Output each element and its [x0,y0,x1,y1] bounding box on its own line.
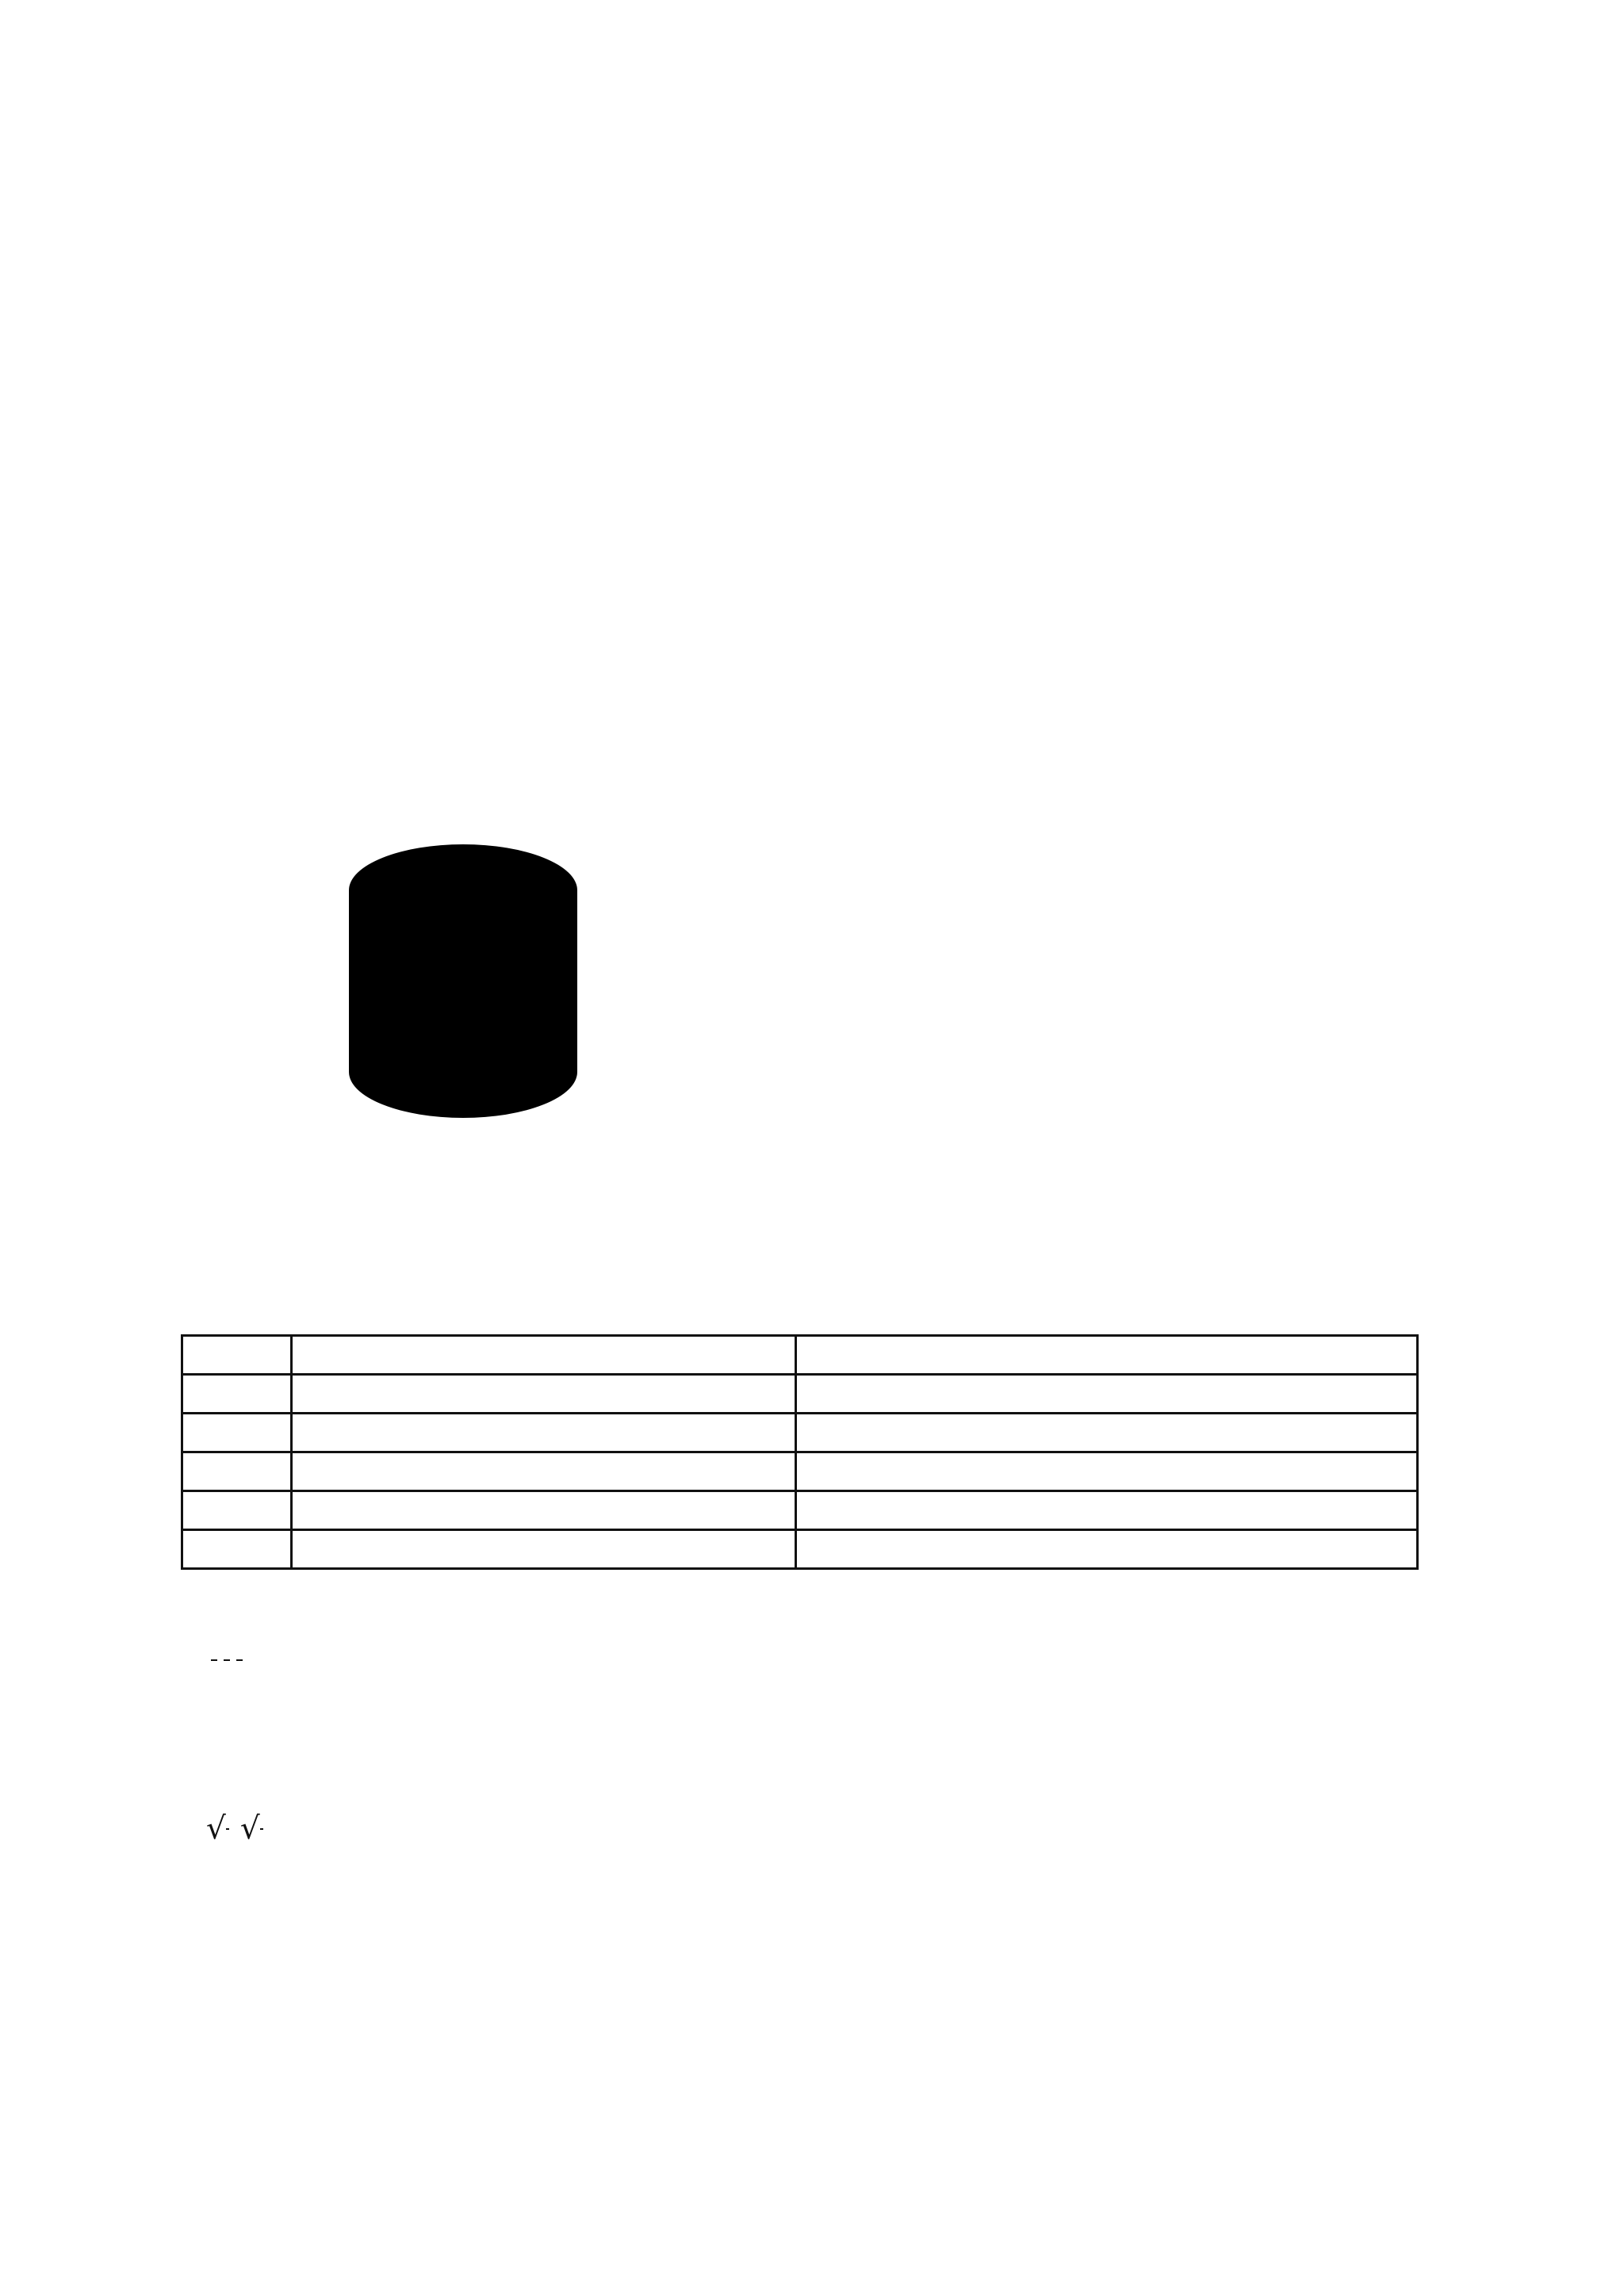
header-alamat [796,1336,1418,1375]
cell-nama [292,1375,796,1414]
cell-nama [292,1414,796,1452]
cell-nama [292,1491,796,1530]
cell-alamat [796,1375,1418,1414]
sqrt-symbol: √ [206,1811,226,1846]
sqrt-radicand-1 [226,1828,229,1830]
fraction-1 [211,1659,217,1661]
table-header-row [182,1336,1418,1375]
table-row [182,1530,1418,1569]
table-row [182,1414,1418,1452]
cell-alamat [796,1414,1418,1452]
sqrt-radicand-2 [260,1828,263,1830]
cell-no [182,1414,292,1452]
header-nama [292,1336,796,1375]
cell-no [182,1491,292,1530]
table-row [182,1452,1418,1491]
header-no [182,1336,292,1375]
cell-nama [292,1452,796,1491]
cylinder-figure [333,836,634,1169]
sqrt-symbol: √ [239,1811,260,1846]
table-row [182,1375,1418,1414]
cell-nama [292,1530,796,1569]
cell-no [182,1375,292,1414]
fraction-3 [236,1659,243,1661]
sqrt-expression [197,1811,278,1846]
fraction-expression [197,1659,251,1661]
cell-alamat [796,1530,1418,1569]
cell-no [182,1452,292,1491]
fraction-2 [224,1659,230,1661]
cell-no [182,1530,292,1569]
table-row [182,1491,1418,1530]
cell-alamat [796,1452,1418,1491]
cylinder-top [349,844,577,936]
cell-alamat [796,1491,1418,1530]
data-table [181,1334,1419,1570]
